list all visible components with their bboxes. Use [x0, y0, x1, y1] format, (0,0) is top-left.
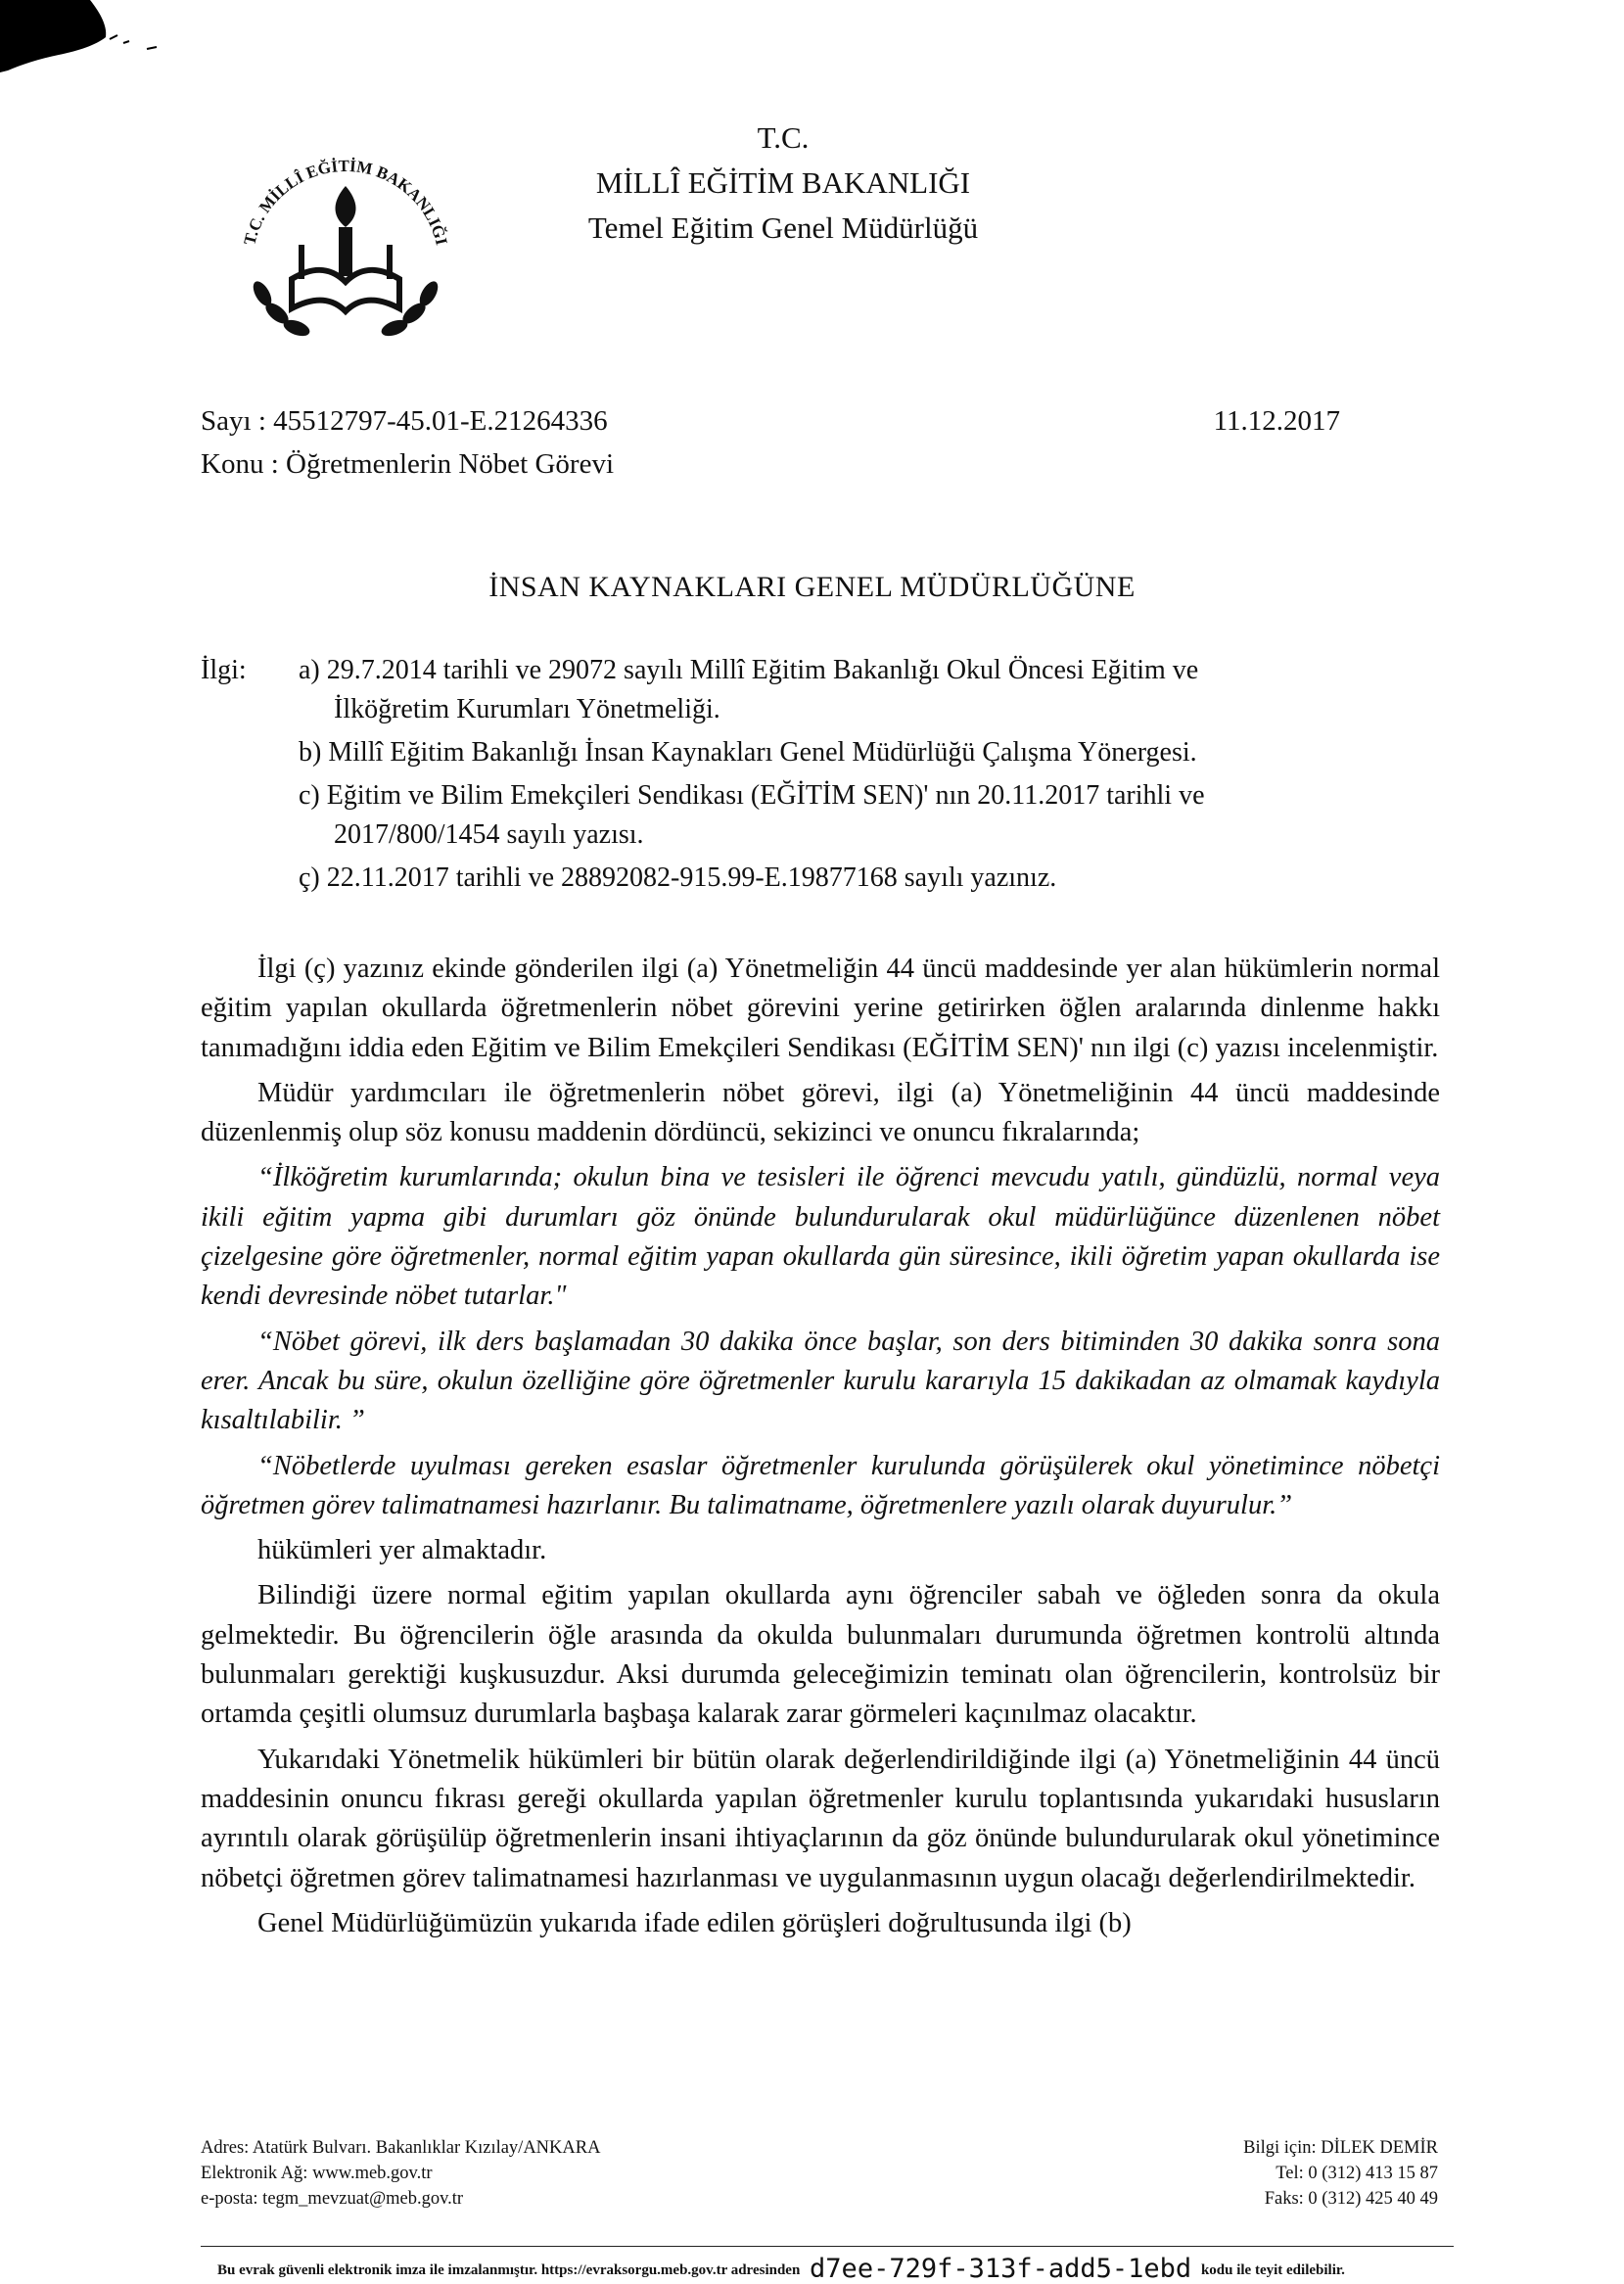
sayi-line	[201, 399, 608, 443]
paragraph-2: Müdür yardımcıları ile öğretmenlerin nöbet görevi, ilgi (a) Yönetmeliğinin 44 üncü maddesinde düzenlenmiş olup söz konusu maddenin dördüncü, sekizinci ve onuncu fıkralarında;	[201, 1077, 1440, 1148]
ministry-name: MİLLÎ EĞİTİM BAKANLIĞI	[595, 165, 971, 200]
scan-artifact	[0, 0, 186, 78]
reference-c: c) Eğitim ve Bilim Emekçileri Sendikası (EĞİTİM SEN)' nın 20.11.2017 tarihli ve	[299, 780, 1205, 811]
verification-note	[217, 2254, 1345, 2284]
verification-text-after: kodu ile teyit edilebilir.	[1200, 2262, 1345, 2278]
quote-2: “Nöbet görevi, ilk ders başlamadan 30 dakika önce başlar, son ders bitiminden 30 dakika sonra sona erer. Ancak bu süre, okulun özelliğine göre öğretmenler kurulu kararıyla 15 dakikadan az olmamak kaydıyla kısaltılabilir. ”	[201, 1326, 1440, 1436]
paragraph-5: Yukarıdaki Yönetmelik hükümleri bir bütün olarak değerlendirildiğinde ilgi (a) Yönetmeliğinin 44 üncü maddesinin onuncu fıkrası gereği okullarda yapılan öğretmenler kurulu toplantısında yukarıdaki hususların ayrıntılı olarak görüşülüp öğretmenlerin insani ihtiyaçlarının da göz önünde bulundurularak okul yönetimince nöbetçi öğretmen görev talimatnamesi hazırlanması ve uygulanmasının uygun olacağı değerlendirilmektedir.	[201, 1744, 1440, 1893]
references	[201, 651, 1444, 898]
konu-label: Konu	[201, 448, 264, 480]
reference-b: b) Millî Eğitim Bakanlığı İnsan Kaynakları Genel Müdürlüğü Çalışma Yönergesi.	[299, 737, 1197, 768]
konu-value: : Öğretmenlerin Nöbet Görevi	[270, 448, 615, 480]
paragraph-4: Bilindiği üzere normal eğitim yapılan okullarda aynı öğrenciler sabah ve öğleden sonra da okula gelmektedir. Bu öğrencilerin öğle arasında da okulda bulunmaları durumunda öğretmen kontrolü altında bulunmaları gerektiği kuşkusuzdur. Aksi durumda geleceğimizin teminatı olan öğrencilerin, kontrolsüz bir ortamda çeşitli olumsuz durumlarla başbaşa kalarak zarar görmeleri kaçınılmaz olacaktır.	[201, 1580, 1440, 1730]
footer-contact	[201, 2135, 600, 2212]
footer-divider	[201, 2246, 1454, 2247]
sayi-value: : 45512797-45.01-E.21264336	[257, 405, 608, 437]
footer-fax: Faks: 0 (312) 425 40 49	[1264, 2189, 1438, 2209]
paragraph-6: Genel Müdürlüğümüzün yukarıda ifade edilen görüşleri doğrultusunda ilgi (b)	[257, 1907, 1132, 1938]
quote-3: “Nöbetlerde uyulması gereken esaslar öğretmenler kurulunda görüşülerek okul yönetimince nöbetçi öğretmen görev talimatnamesi hazırlanır. Bu talimatname, öğretmenlere yazılı olarak duyurulur.”	[201, 1450, 1440, 1520]
verification-code: d7ee-729f-313f-add5-1ebd	[810, 2254, 1192, 2284]
addressee: İNSAN KAYNAKLARI GENEL MÜDÜRLÜĞÜNE	[488, 571, 1136, 603]
references-lead: İlgi:	[201, 655, 247, 685]
verification-text-before: Bu evrak güvenli elektronik imza ile imzalanmıştır. https://evraksorgu.meb.gov.tr adresinden	[217, 2262, 801, 2278]
paragraph-3: hükümleri yer almaktadır.	[257, 1535, 547, 1566]
sayi-label: Sayı	[201, 405, 252, 437]
reference-a-line1: a) 29.7.2014 tarihli ve 29072 sayılı Millî Eğitim Bakanlığı Okul Öncesi Eğitim ve	[299, 655, 1199, 685]
seal-text: T.C. MİLLÎ EĞİTİM BAKANLIĞI	[240, 156, 451, 248]
reference-cc: ç) 22.11.2017 tarihli ve 28892082-915.99-E.19877168 sayılı yazınız.	[299, 862, 1057, 893]
footer-address: Adres: Atatürk Bulvarı. Bakanlıklar Kızılay/ANKARA	[201, 2138, 601, 2158]
reference-a	[201, 651, 1444, 690]
paragraph-1: İlgi (ç) yazınız ekinde gönderilen ilgi (a) Yönetmeliğin 44 üncü maddesinde yer alan hükümlerin normal eğitim yapılan okullarda öğretmenlerin nöbet görevini yerine getirirken öğlen aralarında dinlenme hakkı tanımadığını iddia eden Eğitim ve Bilim Emekçileri Sendikası (EĞİTİM SEN)' nın ilgi (c) yazısı incelenmiştir.	[201, 954, 1440, 1063]
country-line: T.C.	[757, 120, 810, 155]
letterhead	[509, 116, 1057, 251]
footer-tel: Tel: 0 (312) 413 15 87	[1276, 2164, 1438, 2183]
footer-info-person: Bilgi için: DİLEK DEMİR	[1243, 2138, 1438, 2158]
letter-body	[201, 950, 1440, 1949]
ministry-seal-icon	[223, 117, 468, 362]
footer-email[interactable]: e-posta: tegm_mevzuat@meb.gov.tr	[201, 2189, 464, 2209]
directorate-name: Temel Eğitim Genel Müdürlüğü	[587, 210, 979, 245]
footer-web[interactable]: Elektronik Ağ: www.meb.gov.tr	[201, 2164, 433, 2183]
document-date: 11.12.2017	[1213, 405, 1340, 437]
konu-line	[201, 443, 614, 486]
footer-info	[1243, 2135, 1438, 2212]
reference-a-line2: İlköğretim Kurumları Yönetmeliği.	[334, 694, 720, 724]
reference-c-line2: 2017/800/1454 sayılı yazısı.	[334, 819, 644, 850]
quote-1: “İlköğretim kurumlarında; okulun bina ve tesisleri ile öğrenci mevcudu yatılı, gündüzlü, normal veya ikili eğitim yapma gibi durumları göz önünde bulundurularak okul müdürlüğünce düzenlenen nöbet çizelgesine göre öğretmenler, normal eğitim yapan okullarda gün süresince, ikili öğretim yapan okullarda ise kendi devresinde nöbet tutarlar."	[201, 1162, 1440, 1312]
